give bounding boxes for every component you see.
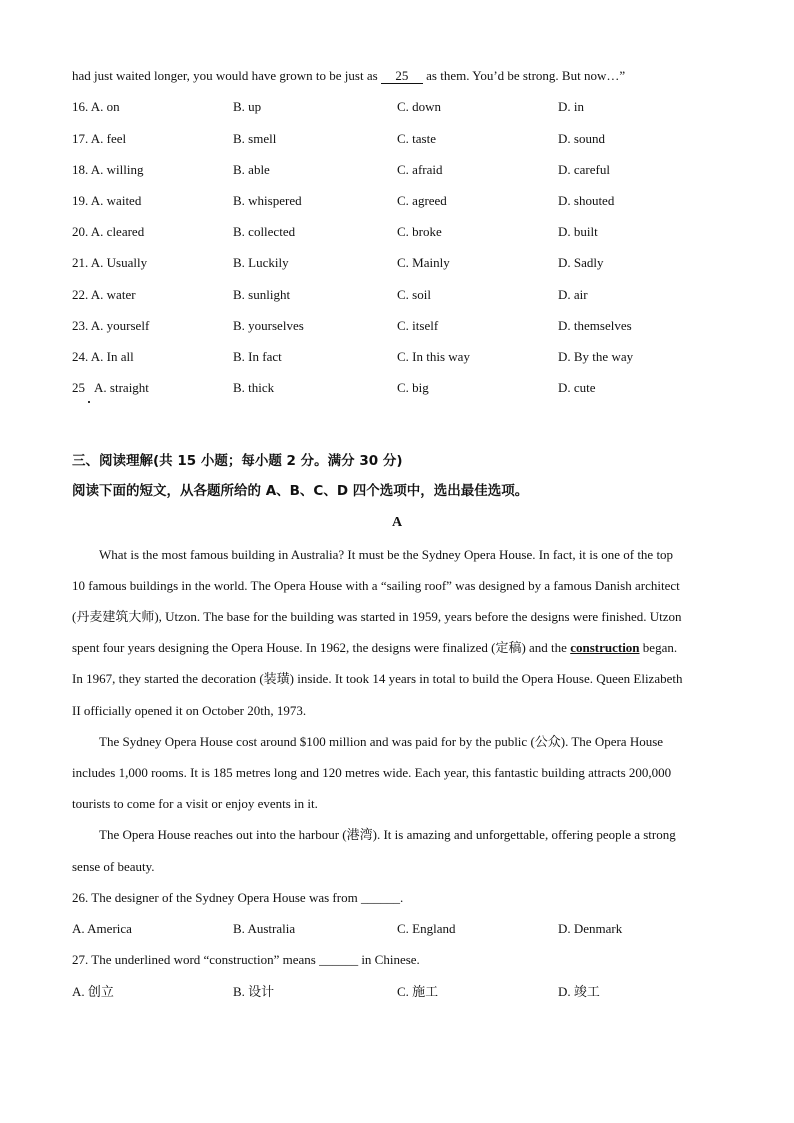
question-26 <box>72 890 403 906</box>
option-c: C. itself <box>397 318 439 333</box>
option-d: D. By the way <box>558 349 634 364</box>
question-stem-end: in Chinese. <box>358 952 420 967</box>
option-d: D. cute <box>558 380 596 395</box>
option-c: C. down <box>397 99 442 114</box>
passage-line: includes 1,000 rooms. It is 185 metres long and 120 metres wide. Each year, this fantastic building attracts 200,000 <box>72 765 672 780</box>
option-b: B. smell <box>233 131 277 146</box>
option-a: 22. A. water <box>72 287 136 302</box>
stray-dot-mark <box>88 401 90 403</box>
passage-line: In 1967, they started the decoration (装璜) inside. It took 14 years in total to build the Opera House. Queen Elizabeth <box>72 671 683 686</box>
option-b: B. up <box>233 99 262 114</box>
option-b: B. yourselves <box>233 318 304 333</box>
option-b: B. In fact <box>233 349 282 364</box>
option-d: D. themselves <box>558 318 632 333</box>
section-instruction: 阅读下面的短文，从各题所给的 A、B、C、D 四个选项中，选出最佳选项。 <box>72 483 529 499</box>
cloze-options-20 <box>72 224 732 240</box>
option-b: B. Australia <box>233 921 296 936</box>
cloze-text-after: as them. You’d be strong. But now…” <box>422 68 626 83</box>
option-c: C. broke <box>397 224 442 239</box>
passage-line: What is the most famous building in Australia? It must be the Sydney Opera House. In fact, it is one of the top <box>99 547 674 562</box>
option-d: D. Denmark <box>558 921 623 936</box>
question-26-options <box>72 921 732 937</box>
passage-line: The Opera House reaches out into the harbour (港湾). It is amazing and unforgettable, offering people a strong <box>99 827 676 842</box>
underlined-word: construction <box>570 640 640 655</box>
question-stem: 26. The designer of the Sydney Opera House was from <box>72 890 361 905</box>
option-b: B. thick <box>233 380 275 395</box>
option-c: C. In this way <box>397 349 470 364</box>
option-c: C. Mainly <box>397 255 450 270</box>
option-d: D. Sadly <box>558 255 604 270</box>
option-b: B. 设计 <box>233 984 275 999</box>
question-27-options <box>72 984 732 1000</box>
cloze-options-23 <box>72 318 732 334</box>
question-stem-end: . <box>399 890 404 905</box>
cloze-options-22 <box>72 287 732 303</box>
cloze-options-24 <box>72 349 732 365</box>
option-c: C. England <box>397 921 456 936</box>
option-a: A. America <box>72 921 132 936</box>
option-b: B. sunlight <box>233 287 291 302</box>
cloze-options-25 <box>72 380 732 396</box>
cloze-options-18 <box>72 162 732 178</box>
option-d: D. careful <box>558 162 610 177</box>
answer-blank: ______ <box>360 890 400 905</box>
cloze-options-21 <box>72 255 732 271</box>
option-c: C. big <box>397 380 429 395</box>
option-d: D. built <box>558 224 598 239</box>
cloze-blank-25: 25 <box>381 69 423 84</box>
option-a: 21. A. Usually <box>72 255 148 270</box>
option-d: D. sound <box>558 131 605 146</box>
option-c: C. 施工 <box>397 984 439 999</box>
option-a: 25 A. straight <box>72 380 149 395</box>
question-27 <box>72 952 420 968</box>
passage-line-construction <box>72 640 677 656</box>
cloze-options-16 <box>72 99 732 115</box>
option-a: 20. A. cleared <box>72 224 145 239</box>
passage-line: (丹麦建筑大师), Utzon. The base for the building was started in 1959, years before the designs were finished. Utzon <box>72 609 682 624</box>
option-d: D. 竣工 <box>558 984 600 999</box>
option-d: D. shouted <box>558 193 615 208</box>
option-c: C. taste <box>397 131 436 146</box>
cloze-options-19 <box>72 193 732 209</box>
option-b: B. collected <box>233 224 296 239</box>
option-b: B. Luckily <box>233 255 289 270</box>
option-b: B. whispered <box>233 193 302 208</box>
passage-line: II officially opened it on October 20th, 1973. <box>72 703 307 718</box>
passage-line: 10 famous buildings in the world. The Opera House with a “sailing roof” was designed by a famous Danish architect <box>72 578 680 593</box>
option-b: B. able <box>233 162 270 177</box>
section-title: 三、阅读理解(共 15 小题；每小题 2 分。满分 30 分) <box>72 453 403 469</box>
option-d: D. in <box>558 99 584 114</box>
option-a: 19. A. waited <box>72 193 142 208</box>
option-a: 24. A. In all <box>72 349 134 364</box>
option-a: A. 创立 <box>72 984 114 999</box>
option-c: C. afraid <box>397 162 443 177</box>
option-d: D. air <box>558 287 588 302</box>
option-c: C. soil <box>397 287 431 302</box>
cloze-passage-tail <box>72 68 625 84</box>
cloze-options-17 <box>72 131 732 147</box>
option-a: 18. A. willing <box>72 162 144 177</box>
option-c: C. agreed <box>397 193 447 208</box>
passage-line: sense of beauty. <box>72 859 155 874</box>
passage-line: The Sydney Opera House cost around $100 million and was paid for by the public (公众). The Opera House <box>99 734 664 749</box>
cloze-text-before: had just waited longer, you would have grown to be just as <box>72 68 381 83</box>
option-a: 23. A. yourself <box>72 318 150 333</box>
passage-label: A <box>391 515 403 530</box>
question-stem: 27. The underlined word “construction” means <box>72 952 320 967</box>
passage-text: began. <box>639 640 678 655</box>
answer-blank: ______ <box>319 952 359 967</box>
option-a: 16. A. on <box>72 99 120 114</box>
passage-text: spent four years designing the Opera House. In 1962, the designs were finalized (定稿) and the <box>72 640 571 655</box>
passage-line: tourists to come for a visit or enjoy events in it. <box>72 796 318 811</box>
option-a: 17. A. feel <box>72 131 127 146</box>
